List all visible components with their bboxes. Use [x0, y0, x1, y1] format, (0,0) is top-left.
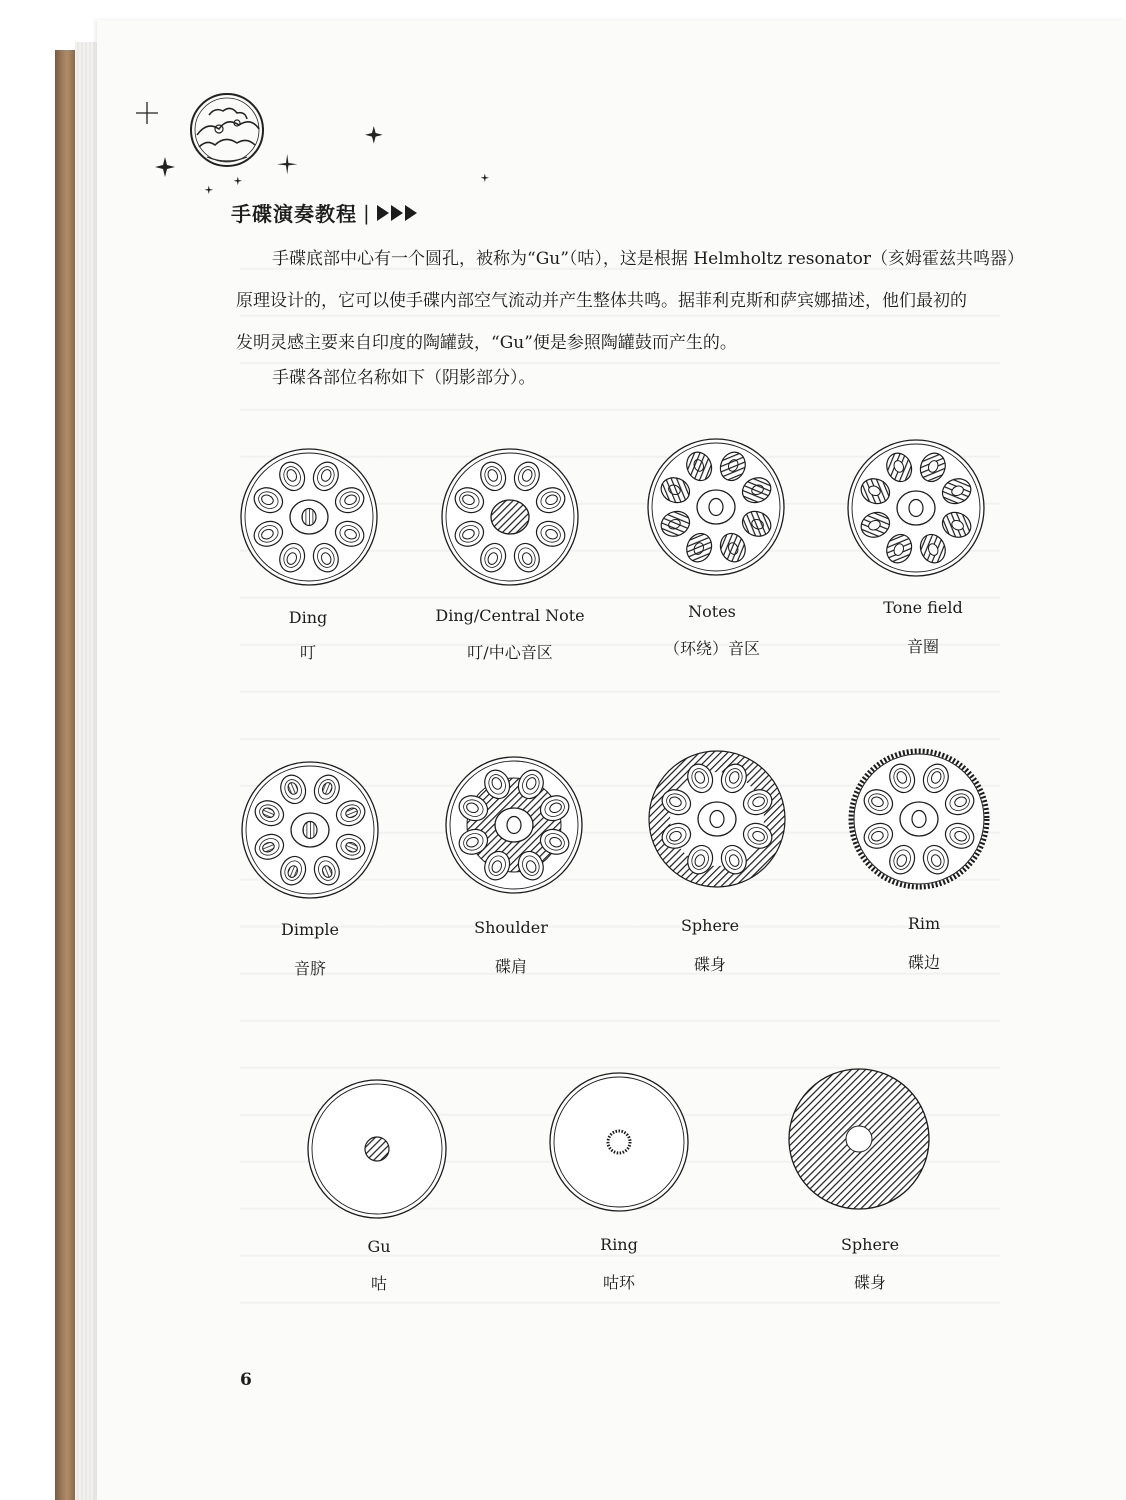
intro-line: 手碟底部中心有一个圆孔，被称为“Gu”（咕），这是根据 Helmholtz resonator（亥姆霍兹共鸣器）: [272, 249, 1024, 269]
handpan-diagram-ring: [547, 1070, 691, 1214]
diagram-label-en: Sphere: [840, 1235, 900, 1254]
ding-dimple: [709, 499, 723, 516]
star-icon: [136, 102, 158, 124]
handpan-diagram-gu: [305, 1077, 449, 1221]
header-divider: |: [363, 200, 371, 225]
book-title: 手碟演奏教程: [231, 202, 357, 226]
diagram-label-en: Gu: [367, 1237, 391, 1256]
diagram-label-en: Ding/Central Note: [435, 606, 585, 625]
handpan-diagram-dimple: [238, 758, 382, 902]
ring-hatched: [608, 1131, 630, 1153]
gu-hole-hatched: [365, 1137, 389, 1161]
diagram-label-en: Ring: [600, 1235, 638, 1254]
diagram-label-zh: 碟身: [853, 1273, 886, 1292]
handpan-diagram-tone-field: [844, 436, 988, 580]
diagram-label-en: Ding: [288, 608, 328, 627]
diagram-label-zh: 咕环: [602, 1273, 635, 1292]
diagram-label-en: Notes: [688, 602, 736, 621]
diagram-label-en: Sphere: [680, 916, 740, 935]
diagram-label-zh: 碟身: [693, 955, 726, 974]
diagram-label-zh: 音圈: [906, 637, 939, 656]
central-note: [491, 500, 529, 534]
handpan-diagram-ding: [238, 446, 380, 588]
ding-dimple: [507, 817, 521, 834]
handpan-diagram-shoulder: [441, 752, 587, 898]
handpan-diagram-rim: [847, 747, 991, 891]
ding-dimple: [909, 500, 923, 517]
parts-heading-paragraph: [236, 357, 996, 399]
diagram-label-zh: 叮: [299, 643, 316, 662]
handpan-diagram-sphere: [645, 747, 789, 891]
ding-dimple: [710, 811, 724, 828]
diagram-label-zh: （环绕）音区: [663, 639, 760, 658]
handpan-diagram-central-note: [439, 446, 581, 588]
diagram-label-zh: 音脐: [293, 959, 326, 978]
ding-dimple: [303, 822, 317, 839]
ding-dimple: [302, 509, 316, 526]
diagram-label-zh: 碟边: [907, 953, 940, 972]
diagram-label-en: Tone field: [883, 598, 963, 617]
ding-dimple: [912, 811, 926, 828]
parts-heading: 手碟各部位名称如下（阴影部分）。: [272, 368, 536, 388]
gu-hole: [846, 1126, 872, 1152]
diagram-label-en: Shoulder: [474, 918, 548, 937]
sparkle-star-icon: [155, 126, 489, 194]
intro-line: 发明灵感主要来自印度的陶罐鼓，“Gu”便是参照陶罐鼓而产生的。: [236, 333, 737, 353]
diagram-label-en: Dimple: [281, 920, 339, 939]
page-stack-edge: [75, 42, 97, 1500]
running-header: [231, 198, 417, 227]
cloud-emblem-icon: [191, 94, 263, 166]
diagram-label-zh: 叮/中心音区: [467, 643, 553, 662]
handpan-diagram-notes: [643, 434, 789, 580]
diagram-label-zh: 碟肩: [494, 957, 527, 976]
handpan-diagram-bottom-sphere: [786, 1066, 932, 1212]
intro-line: 原理设计的，它可以使手碟内部空气流动并产生整体共鸣。据菲利克斯和萨宾娜描述，他们最初的: [236, 291, 967, 311]
book-spine: [55, 50, 75, 1500]
diagram-label-en: Rim: [907, 914, 941, 933]
arrow-icons: [377, 205, 417, 221]
diagram-label-zh: 咕: [370, 1274, 387, 1293]
intro-paragraph: [236, 238, 1024, 364]
page-number: 6: [240, 1370, 252, 1390]
